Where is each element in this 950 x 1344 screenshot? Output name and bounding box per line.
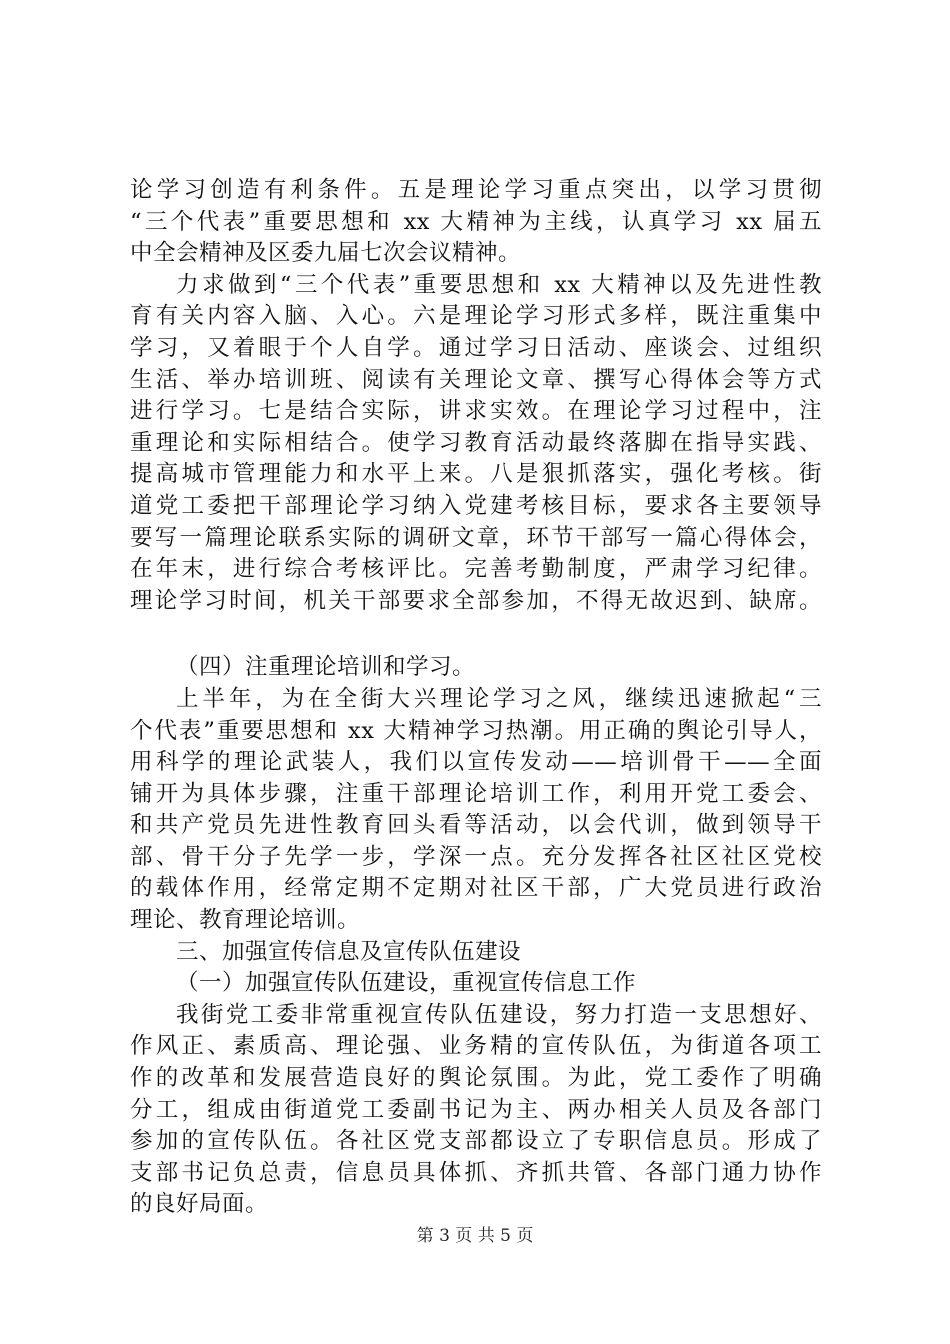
text-line: 育有关内容入脑、入心。六是理论学习形式多样，既注重集中 (130, 303, 822, 330)
text-line: 重理论和实际相结合。使学习教育活动最终落脚在指导实践、 (130, 429, 822, 456)
text-line: 支部书记负总责，信息员具体抓、齐抓共管、各部门通力协作 (130, 1159, 822, 1186)
text-line: 要写一篇理论联系实际的调研文章，环节干部写一篇心得体会， (130, 524, 822, 551)
section-heading: （四）注重理论培训和学习。 (176, 654, 476, 681)
text-line: 生活、举办培训班、阅读有关理论文章、撰写心得体会等方式 (130, 366, 822, 393)
text-line: 作风正、素质高、理论强、业务精的宣传队伍，为街道各项工 (130, 1033, 822, 1060)
text-line: 作的改革和发展营造良好的舆论氛围。为此，党工委作了明确 (130, 1065, 822, 1092)
text-line: 的载体作用，经常定期不定期对社区干部，广大党员进行政治 (130, 875, 822, 902)
text-line: 学习，又着眼于个人自学。通过学习日活动、座谈会、过组织 (130, 334, 822, 361)
document-body (130, 175, 822, 1221)
text-line: 和共产党员先进性教育回头看等活动，以会代训，做到领导干 (130, 812, 822, 839)
text-line: 在年末，进行综合考核评比。完善考勤制度，严肃学习纪律。 (130, 556, 822, 583)
page-number-footer: 第 3 页 共 5 页 (416, 1226, 534, 1246)
text-line: 分工，组成由街道党工委副书记为主、两办相关人员及各部门 (130, 1096, 822, 1123)
text-line: 力求做到“三个代表”重要思想和 xx 大精神以及先进性教 (176, 271, 822, 298)
text-line: 进行学习。七是结合实际，讲求实效。在理论学习过程中，注 (130, 398, 822, 425)
text-line: 论学习创造有利条件。五是理论学习重点突出，以学习贯彻 (130, 177, 822, 203)
text-line: 的良好局面。 (130, 1191, 269, 1218)
subsection-heading: （一）加强宣传队伍建设，重视宣传信息工作 (176, 970, 637, 997)
text-line: 用科学的理论武装人，我们以宣传发动——培训骨干——全面 (130, 749, 822, 776)
paragraph-gap (130, 617, 822, 652)
text-line: 道党工委把干部理论学习纳入党建考核目标，要求各主要领导 (130, 492, 822, 519)
text-line: 中全会精神及区委九届七次会议精神。 (130, 240, 522, 267)
text-line: 理论、教育理论培训。 (130, 907, 361, 934)
text-line: 提高城市管理能力和水平上来。八是狠抓落实，强化考核。街 (130, 461, 822, 488)
text-line: 理论学习时间，机关干部要求全部参加，不得无故迟到、缺席。 (130, 587, 822, 614)
text-line: 上半年，为在全街大兴理论学习之风，继续迅速掀起“三 (176, 685, 822, 712)
text-line: 参加的宣传队伍。各社区党支部都设立了专职信息员。形成了 (130, 1128, 822, 1155)
text-line: 个代表”重要思想和 xx 大精神学习热潮。用正确的舆论引导人， (130, 717, 822, 744)
text-line: 部、骨干分子先学一步，学深一点。充分发挥各社区社区党校 (130, 843, 822, 870)
text-line: 我街党工委非常重视宣传队伍建设，努力打造一支思想好、 (176, 1001, 822, 1028)
text-line: 铺开为具体步骤，注重干部理论培训工作，利用开党工委会、 (130, 780, 822, 807)
section-heading: 三、加强宣传信息及宣传队伍建设 (176, 938, 522, 965)
text-line: “三个代表”重要思想和 xx 大精神为主线，认真学习 xx 届五 (130, 208, 822, 235)
